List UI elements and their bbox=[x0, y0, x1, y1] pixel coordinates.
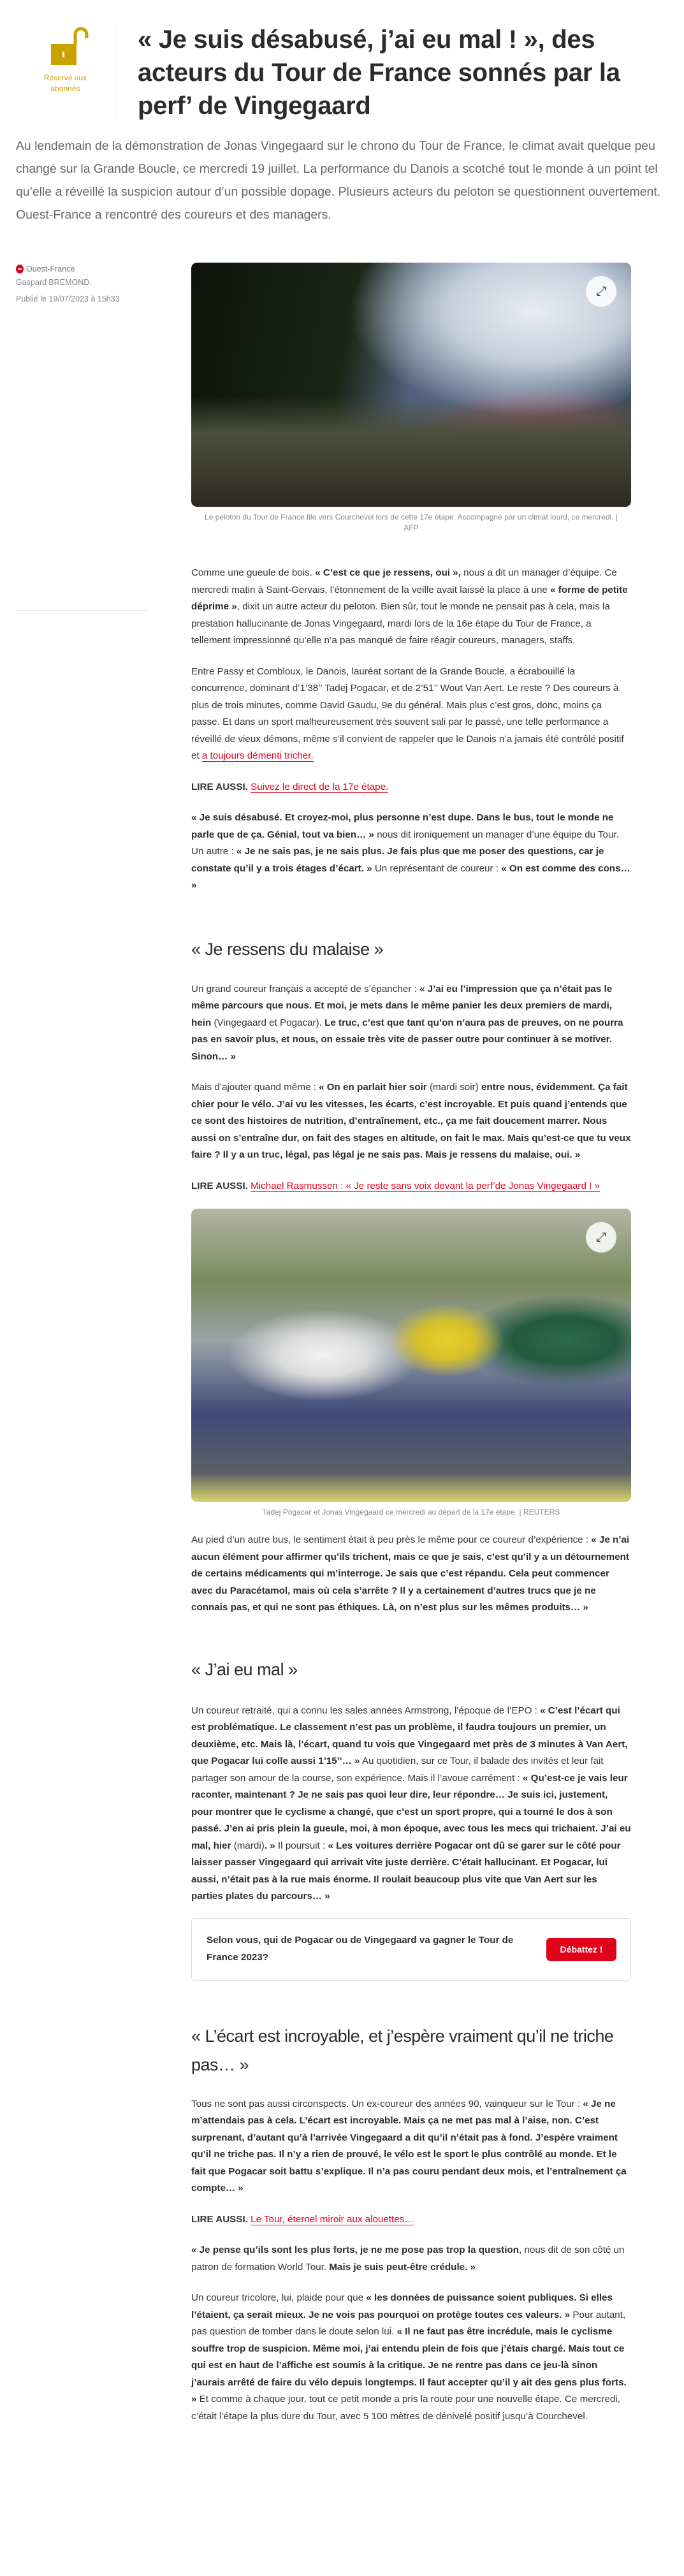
read-also-link[interactable]: Michael Rasmussen : « Je reste sans voix devant la perf’de Jonas Vingegaard ! » bbox=[251, 1180, 600, 1191]
publish-date: Publié le 19/07/2023 à 15h33 bbox=[16, 295, 120, 303]
quote-text: « Je pense qu’ils sont les plus forts, je ne me pose pas trop la question bbox=[191, 2245, 519, 2255]
paragraph bbox=[191, 981, 631, 1066]
text-segment: Et comme à chaque jour, tout ce petit monde a pris la route pour une nouvelle étape. Ce mercredi, c’était l’étape la plus dure du Tour, avec 5 100 mètres de dénivelé positif jusqu’à Courchevel. bbox=[191, 2394, 620, 2422]
paragraph bbox=[191, 1079, 631, 1164]
byline bbox=[16, 263, 169, 303]
text-segment: (mardi soir) bbox=[426, 1082, 481, 1093]
quote-text: « C’est l’écart qui est problématique. Le classement n’est pas un problème, il faudra toujours un premier, un deuxième, etc. Mais là, l’écart, quand tu vois que Vingegaard met près de 3 minutes à Van Aert, que Pogacar lui colle aussi 1’15’’… » bbox=[191, 1705, 628, 1766]
photo-caption: Tadej Pogacar et Jonas Vingegaard ce mercredi au départ de la 17e étape. | REUTERS bbox=[262, 1508, 560, 1517]
section-heading: « J’ai eu mal » bbox=[191, 1659, 298, 1679]
quote-text: « On est comme des cons… » bbox=[191, 862, 630, 891]
inline-link[interactable]: a toujours démenti tricher. bbox=[201, 750, 314, 761]
quote-text: « J’ai eu l’impression que ça n’était pas le même parcours que nous. Et moi, je mets dans le même panier les deux premiers de mardi, hein bbox=[191, 983, 613, 1028]
section-heading: « L’écart est incroyable, et j’espère vraiment qu’il ne triche pas… » bbox=[191, 2026, 614, 2074]
paragraph bbox=[191, 2290, 631, 2425]
article-photo-riders[interactable] bbox=[191, 1209, 631, 1502]
text-segment: nous a dit un manager d’équipe. Ce mercredi matin à Saint-Gervais, l’étonnement de la veille avait laissé la place à une bbox=[191, 567, 617, 595]
lock-open-icon bbox=[51, 25, 92, 65]
article-photo-peloton[interactable] bbox=[191, 263, 631, 507]
header-divider bbox=[115, 24, 116, 119]
read-also bbox=[191, 2211, 631, 2229]
text-segment: Comme une gueule de bois. bbox=[191, 567, 316, 578]
quote-text: « forme de petite déprime » bbox=[191, 584, 628, 612]
read-also-label: LIRE AUSSI. bbox=[191, 781, 248, 792]
quote-text: « Je n’ai aucun élément pour affirmer qu’ils trichent, mais ce que je sais, c’est qu’il y a un détournement de certains médicaments qui m’interroge. Je sais que c’est répandu. Cela peut commencer avec du Paracétamol, mais où cela s’arrête ? Il y a certainement d’autres trucs que je ne connais pas, et qui ne sont pas éthiques. Là, on n’est plus sur les mêmes produits… » bbox=[191, 1534, 630, 1613]
text-segment: Un grand coureur français a accepté de s’épancher : bbox=[191, 983, 419, 994]
paragraph bbox=[191, 2242, 631, 2276]
quote-text: « Qu’est-ce je vais leur raconter, maintenant ? Je ne sais pas quoi leur dire, leur répondre… Je suis ici, justement, pour montrer que le cyclisme a changé, que c’est un sport propre, qui a tourné le dos à son passé. J’en ai pris plein la gueule, moi, à mon époque, avec tous les mecs qui trichaient. J’ai eu mal, hier bbox=[191, 1772, 631, 1851]
text-segment: Entre Passy et Combloux, le Danois, lauréat sortant de la Grande Boucle, a écrabouillé la concurrence, dominant d’1’38’’ Tadej Pogacar, et de 2’51’’ Wout Van Aert. Le reste ? Des coureurs à plus de trois minutes, comme David Gaudu, 9e du général. Mais plus c’est gros, donc, moins ça passe. Et dans un sport malheureusement très souvent sali par le passé, une telle performance a réveillé de vieux démons, même s’il convient de rappeler que le Danois n’a jamais été contrôlé positif et bbox=[191, 666, 624, 761]
paragraph bbox=[191, 1703, 631, 1905]
quote-text: « C’est ce que je ressens, oui », bbox=[315, 567, 464, 578]
section-heading: « Je ressens du malaise » bbox=[191, 939, 384, 959]
sidebar-divider bbox=[16, 610, 149, 611]
read-also-link[interactable]: Suivez le direct de la 17e étape. bbox=[251, 781, 389, 792]
text-segment: Mais d’ajouter quand même : bbox=[191, 1082, 319, 1093]
text-segment: nous dit ironiquement un manager d’une équipe du Tour. Un autre : bbox=[191, 829, 619, 857]
quote-text: Le truc, c’est que tant qu’on n’aura pas de preuves, on ne pourra pas en savoir plus, et nous, on essaie très vite de passer outre pour continuer à se motiver. Sinon… » bbox=[191, 1017, 623, 1062]
quote-text: Mais je suis peut-être crédule. » bbox=[329, 2261, 476, 2273]
text-segment: , nous dit de son côté un patron de formation World Tour. bbox=[191, 2245, 625, 2273]
ouest-france-logo-icon bbox=[16, 265, 24, 273]
quote-text: « les données de puissance soient publiques. Si elles l’étaient, ça serait mieux. Je ne vois pas pourquoi on protège toutes ces valeurs. » bbox=[191, 2292, 613, 2320]
text-segment: Il poursuit : bbox=[275, 1840, 328, 1851]
debate-box bbox=[191, 1918, 631, 1981]
paragraph bbox=[191, 1532, 631, 1617]
quote-text: « Il ne faut pas être incrédule, mais le cyclisme souffre trop de suspicion. Même moi, j’ai entendu plein de fois que j’étais chargé. Mais tout ce qui est en haut de l’affiche est soumis à la critique. Je ne rentre pas dans ce jeu-là sinon j’aurais arrêté de faire du vélo depuis longtemps. Il faut accepter qu’il y ait des gens plus forts. » bbox=[191, 2326, 627, 2405]
text-segment: (mardi) bbox=[231, 1840, 265, 1851]
source-name[interactable]: Ouest-France bbox=[26, 265, 75, 273]
text-segment: Au pied d’un autre bus, le sentiment était à peu près le même pour ce coureur d’expérience : bbox=[191, 1534, 592, 1545]
photo-caption: Le peloton du Tour de France file vers Courchevel lors de cette 17e étape. Accompagné par un climat lourd, ce mercredi. | AFP bbox=[205, 513, 618, 532]
quote-text: « Les voitures derrière Pogacar ont dû se garer sur le côté pour laisser passer Vingegaard qui arrivait vite juste derrière. C’était hallucinant. Et Pogacar, lui aussi, n’était pas à la rue mais énorme. Il roulait beaucoup plus vite que Van Aert sur les parties plates du parcours… » bbox=[191, 1840, 621, 1902]
text-segment: Pour autant, pas question de tomber dans le doute selon lui. bbox=[191, 2309, 626, 2337]
text-segment: Un représentant de coureur : bbox=[372, 862, 502, 874]
expand-icon[interactable]: ⤢ bbox=[586, 276, 616, 307]
author-name: Gaspard BREMOND. bbox=[16, 278, 92, 287]
paragraph bbox=[191, 664, 631, 765]
read-also bbox=[191, 779, 631, 796]
quote-text: « Je suis désabusé. Et croyez-moi, plus personne n’est dupe. Dans le bus, tout le monde ne parle que de ça. Génial, tout va bien… » bbox=[191, 812, 614, 840]
article-body bbox=[191, 263, 631, 2439]
article-lead: Au lendemain de la démonstration de Jonas Vingegaard sur le chrono du Tour de France, le climat avait quelque peu changé sur la Grande Boucle, ce mercredi 19 juillet. La performance du Danois a scotché tout le monde à un point tel qu’elle a réveillé la suspicion autour d’un possible dopage. Plusieurs acteurs du peloton se questionnent ouvertement. Ouest-France a rencontré des coureurs et des managers. bbox=[16, 139, 661, 222]
quote-text: « Je ne sais pas, je ne sais plus. Je fais plus que me poser des questions, car je constate qu’il y a trois étages d’écart. » bbox=[191, 846, 604, 874]
quote-text: « Je ne m’attendais pas à cela. L’écart est incroyable. Mais ça ne met pas mal à l’aise, non. C’est surprenant, d’autant qu’à l’arrivée Vingegaard a dit qu’il n’était pas à fond. J’espère vraiment qu’il ne triche pas. Il n’y a rien de prouvé, le vélo est le sport le plus contrôlé au monde. Et le fait que Pogacar soit battu s’explique. Il n’a pas couru pendant deux mois, et l’entraînement ça compte… » bbox=[191, 2098, 627, 2194]
text-segment: Au quotidien, sur ce Tour, il balade des invités et leur fait partager son amour de la course, son expérience. Mais il l’avoue carrément : bbox=[191, 1756, 604, 1784]
text-segment: , dixit un autre acteur du peloton. Bien sûr, tout le monde ne pensait pas à cela, mais la prestation hallucinante de Jonas Vingegaard, mardi lors de la 16e étape du Tour de France, a tellement impressionné qu’elle n’a pas manqué de faire réagir coureurs, managers, staffs. bbox=[191, 601, 610, 646]
text-segment: Un coureur tricolore, lui, plaide pour que bbox=[191, 2292, 367, 2303]
paragraph bbox=[191, 2096, 631, 2197]
read-also-label: LIRE AUSSI. bbox=[191, 2213, 248, 2225]
expand-icon[interactable]: ⤢ bbox=[586, 1222, 616, 1253]
quote-text: entre nous, évidemment. Ça fait chier pour le vélo. J’ai vu les vitesses, les écarts, c’est incroyable. Et puis quand j’entends que ce sont des histoires de nutrition, d’entraînement, etc., ça me fait doucement marrer. Nous aussi on s’entraîne dur, on fait des stages en altitude, on fait le max. Mais qu’est-ce que tu veux faire ? Il y a un truc, légal, pas légal je ne sais pas. Mais je ressens du malaise, oui. » bbox=[191, 1082, 631, 1160]
paragraph bbox=[191, 810, 631, 894]
subscriber-badge: Réservé aux abonnés bbox=[43, 73, 87, 93]
text-segment: Un coureur retraité, qui a connu les sales années Armstrong, l’époque de l’EPO : bbox=[191, 1705, 541, 1716]
article-title: « Je suis désabusé, j’ai eu mal ! », des acteurs du Tour de France sonnés par la perf’ de Vingegaard bbox=[138, 25, 620, 120]
read-also bbox=[191, 1178, 631, 1195]
text-segment: (Vingegaard et Pogacar). bbox=[211, 1017, 325, 1028]
text-segment: Tous ne sont pas aussi circonspects. Un ex-coureur des années 90, vainqueur sur le Tour : bbox=[191, 2098, 583, 2109]
read-also-label: LIRE AUSSI. bbox=[191, 1180, 248, 1191]
paragraph bbox=[191, 565, 631, 650]
quote-text: « On en parlait hier soir bbox=[319, 1082, 427, 1093]
debate-button[interactable]: Débattez ! bbox=[546, 1938, 616, 1961]
quote-text: . » bbox=[264, 1840, 275, 1851]
read-also-link[interactable]: Le Tour, éternel miroir aux alouettes… bbox=[251, 2213, 414, 2225]
debate-question: Selon vous, qui de Pogacar ou de Vingegaard va gagner le Tour de France 2023? bbox=[207, 1935, 514, 1963]
